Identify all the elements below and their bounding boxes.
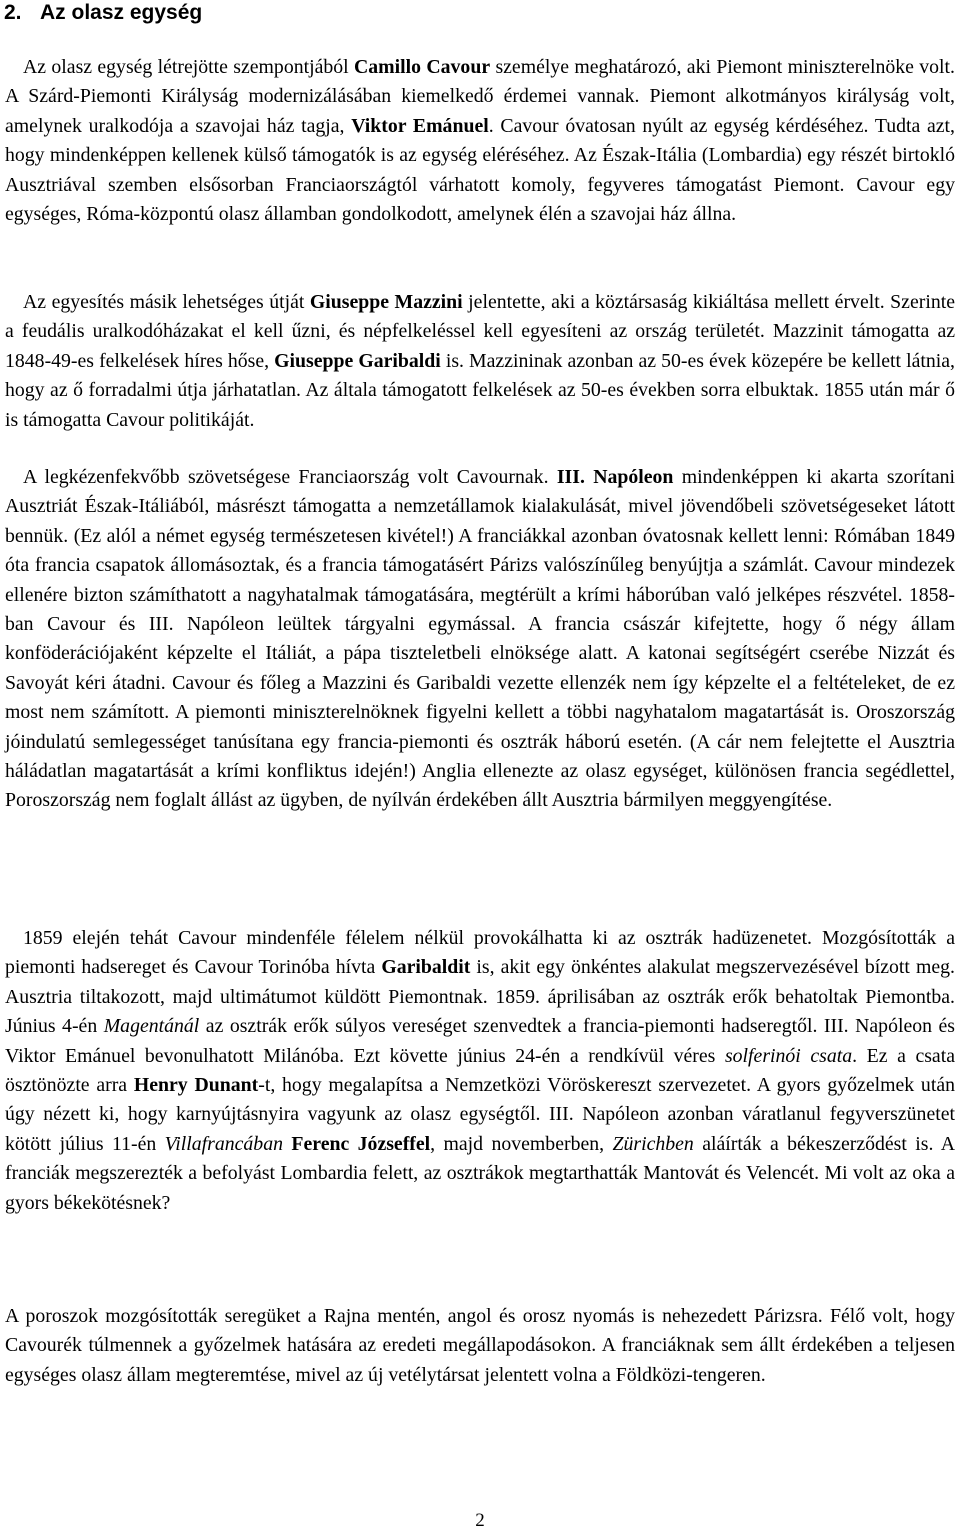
italic-text: Magentánál <box>103 1015 200 1038</box>
paragraph-war-1859 <box>5 924 955 1218</box>
bold-text: Henry Dunant <box>133 1074 259 1097</box>
paragraph-napoleon <box>5 463 955 816</box>
bold-text: Camillo Cavour <box>354 56 491 78</box>
text-run: mindenképpen ki akarta szorítani Ausztriát Észak-Itáliából, másrészt támogatta a nemzetállamok kialakulását, mivel jövendőbeli szövetségeseket látott bennük. (Ez alól a német egység természetesen kivétel!) A franciákkal azonban óvatosnak kellett lenni: Rómában 1849 óta francia csapatok állomásoztak, és a francia támogatásért Párizs valószínűleg benyújtja a számlát. Cavour mindezek ellenére bizton számíthatott a nagyhatalmak támogatására, megtérült a krími háborúban való jelképes részvétel. 1858-ban Cavour és III. Napóleon leültek tárgyalni egymással. A francia császár kifejtette, hogy ő négy állam konföderációjaként képzelte el Itáliát, a pápa tiszteletbeli elnöksége alatt. A katonai segítségért cserébe Nizzát és Savoyát kéri átadni. Cavour és főleg a Mazzini és Garibaldi vezette ellenzék nem így képzelte el a feltételeket, de ez most nem számított. A piemonti miniszterelnöknek figyelni kellett a többi nagyhatalom magatartását is. Oroszország jóindulatú semlegességet tanúsítana egy francia-piemonti és osztrák háború esetén. (A cár nem felejtette el Ausztria háládatlan magatartását a krími konfliktus idején!) Anglia ellenezte az olasz egységet, különösen francia segédlettel, Poroszország nem foglalt állást az ügyben, de nyílván érdekében állt Ausztria bármilyen meggyengítése. <box>5 466 955 812</box>
text-run: A legkézenfekvőbb szövetségese Franciaország volt Cavournak. <box>23 466 557 488</box>
bold-text: Garibaldit <box>381 956 471 979</box>
bold-text: Giuseppe Garibaldi <box>274 349 441 372</box>
paragraph-peace-reasons <box>5 1302 955 1390</box>
bold-text: Viktor Emánuel <box>351 114 489 137</box>
text-run: , majd novemberben, <box>430 1132 613 1155</box>
paragraph-cavour <box>5 53 955 229</box>
text-run: Az egyesítés másik lehetséges útját <box>23 291 310 313</box>
page-number: 2 <box>475 1510 485 1531</box>
italic-text: Zürichben <box>612 1132 694 1155</box>
italic-text: Villafrancában <box>164 1132 283 1155</box>
text-run: . Ez a csata ösztönözte arra <box>5 1044 955 1097</box>
text-run: jelentette, aki a köztársaság kikiáltása mellett érvelt. Szerinte a feudális uralkodóházakat el kell űzni, és népfelkeléssel kell egyesíteni az ország területét. Mazzinit támogatta az 1848-49-es felkelések híres hőse, <box>5 291 955 372</box>
bold-text: III. Napóleon <box>556 466 674 488</box>
text-run: 1859 elején tehát Cavour mindenféle félelem nélkül provokálhatta ki az osztrák hadüzenetet. Mozgósították a piemonti hadsereget és Cavour Torinóba hívta <box>5 927 955 979</box>
text-run: is. Mazzininak azonban az 50-es évek közepére be kellett látnia, hogy az ő forradalmi útja járhatatlan. Az általa támogatott felkelések az 50-es években sorra elbuktak. 1855 után már ő is támogatta Cavour politikáját. <box>5 349 955 431</box>
text-run: Az olasz egység létrejötte szempontjából <box>23 56 354 78</box>
text-run: -t, hogy megalapítsa a Nemzetközi Vöröskereszt szervezetet. A gyors győzelmek után úgy nézett ki, hogy karnyújtásnyira vagyunk az olasz egységtől. III. Napóleon azonban váratlanul fegyverszünetet kötött július 11-én <box>5 1074 955 1155</box>
section-heading <box>4 0 202 26</box>
bold-text: Giuseppe Mazzini <box>309 291 463 313</box>
text-run: . Cavour óvatosan nyúlt az egység kérdéséhez. Tudta azt, hogy mindenképpen kellenek külső támogatók is az egység eléréséhez. Az Észak-Itália (Lombardia) egy részét birtokló Ausztriával szemben elsősorban Franciaországtól várhatott komoly, fegyveres támogatást Piemont. Cavour egy egységes, Róma-központú olasz államban gondolkodott, amelynek élén a szavojai ház állna. <box>5 114 955 226</box>
text-run: személye meghatározó, aki Piemont miniszterelnöke volt. A Szárd-Piemonti Királyság modernizálásában kiemelkedő érdemei vannak. Piemont alkotmányos királyság volt, amelynek uralkodója a szavojai ház tagja, <box>5 56 955 137</box>
text-run: A poroszok mozgósították seregüket a Rajna mentén, angol és orosz nyomás is nehezedett Párizsra. Félő volt, hogy Cavourék túlmennek a győzelmek hatására az eredeti megállapodásokon. A franciáknak sem állt érdekében a teljesen egységes olasz állam megteremtése, mivel az új vetélytársat jelentett volna a Földközi-tengeren. <box>5 1305 955 1386</box>
section-title: Az olasz egység <box>40 1 203 24</box>
section-number: 2. <box>4 1 22 24</box>
text-run: az osztrák erők súlyos vereséget szenvedtek a francia-piemonti hadseregtől. III. Napóleon és Viktor Emánuel bevonulhatott Milánóba. Ezt követte június 24-én a rendkívül véres <box>5 1015 955 1067</box>
italic-text: solferinói csata <box>724 1044 853 1067</box>
bold-text: Ferenc Józseffel <box>291 1132 431 1155</box>
text-run: is, akit egy önkéntes alakulat megszervezésével bízott meg. Ausztria tiltakozott, majd ultimátumot küldött Piemontnak. 1859. áprilisában az osztrák erők behatoltak Piemontba. Június 4-én <box>5 956 955 1038</box>
paragraph-mazzini <box>5 288 955 435</box>
text-run: aláírták a békeszerződést is. A franciák megszerezték a befolyást Lombardia felett, az osztrákok megtarthatták Mantovát és Velencét. Mi volt az oka a gyors békekötésnek? <box>5 1132 956 1214</box>
